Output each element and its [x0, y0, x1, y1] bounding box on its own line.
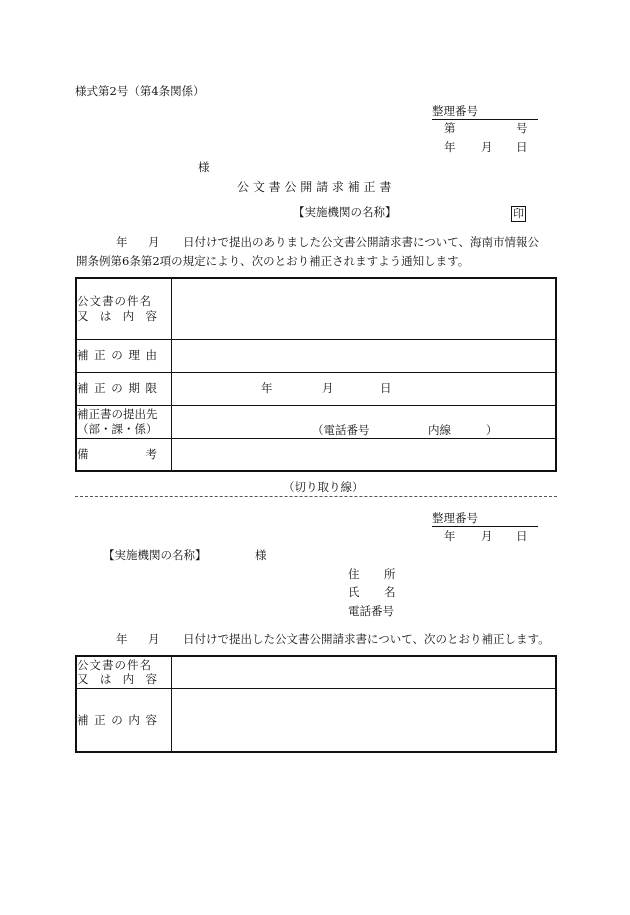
bottom-date-day: 日: [516, 529, 528, 543]
name-label-1: 氏: [348, 585, 360, 599]
field-correction-deadline[interactable]: [172, 372, 557, 405]
label-or-content: 又 は 内 容: [77, 308, 157, 323]
bottom-reference-number-label: 整理番号: [432, 513, 538, 527]
name-label-2: 名: [384, 585, 396, 599]
deadline-year: 年: [261, 380, 273, 395]
label-correction-reason: 補 正 の 理 由: [76, 339, 172, 372]
address-label-2: 所: [384, 567, 396, 581]
date-month: 月: [481, 140, 493, 154]
addressee-honorific: 様: [198, 160, 210, 174]
agency-name-label: 【実施機関の名称】: [293, 205, 397, 219]
cut-line-label: （切り取り線）: [283, 480, 364, 494]
field-submission-destination[interactable]: [172, 405, 557, 438]
correction-notice-table: [75, 277, 557, 472]
field-document-subject-2[interactable]: [172, 656, 557, 688]
bottom-body-year: 年: [116, 632, 128, 646]
label-correction-content: 補 正 の 内 容: [76, 688, 172, 752]
bottom-date-month: 月: [481, 529, 493, 543]
document-title: 公 文 書 公 開 請 求 補 正 書: [237, 180, 392, 194]
label-correction-deadline: 補 正 の 期 限: [76, 372, 172, 405]
bottom-body-line: 日付けで提出した公文書公開請求書について、次のとおり補正します。: [183, 632, 550, 646]
field-correction-reason[interactable]: [172, 339, 557, 372]
date-day: 日: [516, 140, 528, 154]
deadline-day: 日: [380, 380, 392, 395]
correction-statement-table: [75, 655, 557, 753]
body-line-2: 開条例第6条第2項の規定により、次のとおり補正されますよう通知します。: [76, 254, 470, 268]
field-remarks[interactable]: [172, 438, 557, 471]
label-submission-destination: 補正書の提出先 （部・課・係）: [76, 405, 172, 438]
phone-label: （電話番号: [312, 422, 370, 437]
phone-close-paren: ）: [486, 422, 498, 437]
label-remarks: 備 考: [76, 438, 172, 471]
seal-mark: 印: [513, 207, 524, 220]
extension-label: 内線: [428, 422, 451, 437]
bottom-body-month: 月: [148, 632, 160, 646]
cut-line: [75, 496, 557, 497]
body-month: 月: [148, 235, 160, 249]
body-year: 年: [116, 235, 128, 249]
reference-number-label: 整理番号: [432, 106, 538, 120]
label-document-subject-2: 公文書の件名 又 は 内 容: [76, 656, 172, 688]
number-prefix: 第: [444, 121, 456, 135]
deadline-month: 月: [322, 380, 334, 395]
form-number: 様式第2号（第4条関係）: [75, 84, 205, 98]
phone-number-label: 電話番号: [348, 604, 394, 618]
bottom-addressee-honorific: 様: [255, 548, 267, 562]
body-line-1: 日付けで提出のありました公文書公開請求書について、海南市情報公: [183, 235, 540, 249]
date-year: 年: [444, 140, 456, 154]
field-document-subject[interactable]: [172, 278, 557, 339]
bottom-date-year: 年: [444, 529, 456, 543]
bottom-agency-name-label: 【実施機関の名称】: [103, 548, 207, 562]
field-correction-content[interactable]: [172, 688, 557, 752]
label-document-subject: 公文書の件名 又 は 内 容: [76, 278, 172, 339]
address-label-1: 住: [348, 567, 360, 581]
number-suffix: 号: [516, 121, 528, 135]
